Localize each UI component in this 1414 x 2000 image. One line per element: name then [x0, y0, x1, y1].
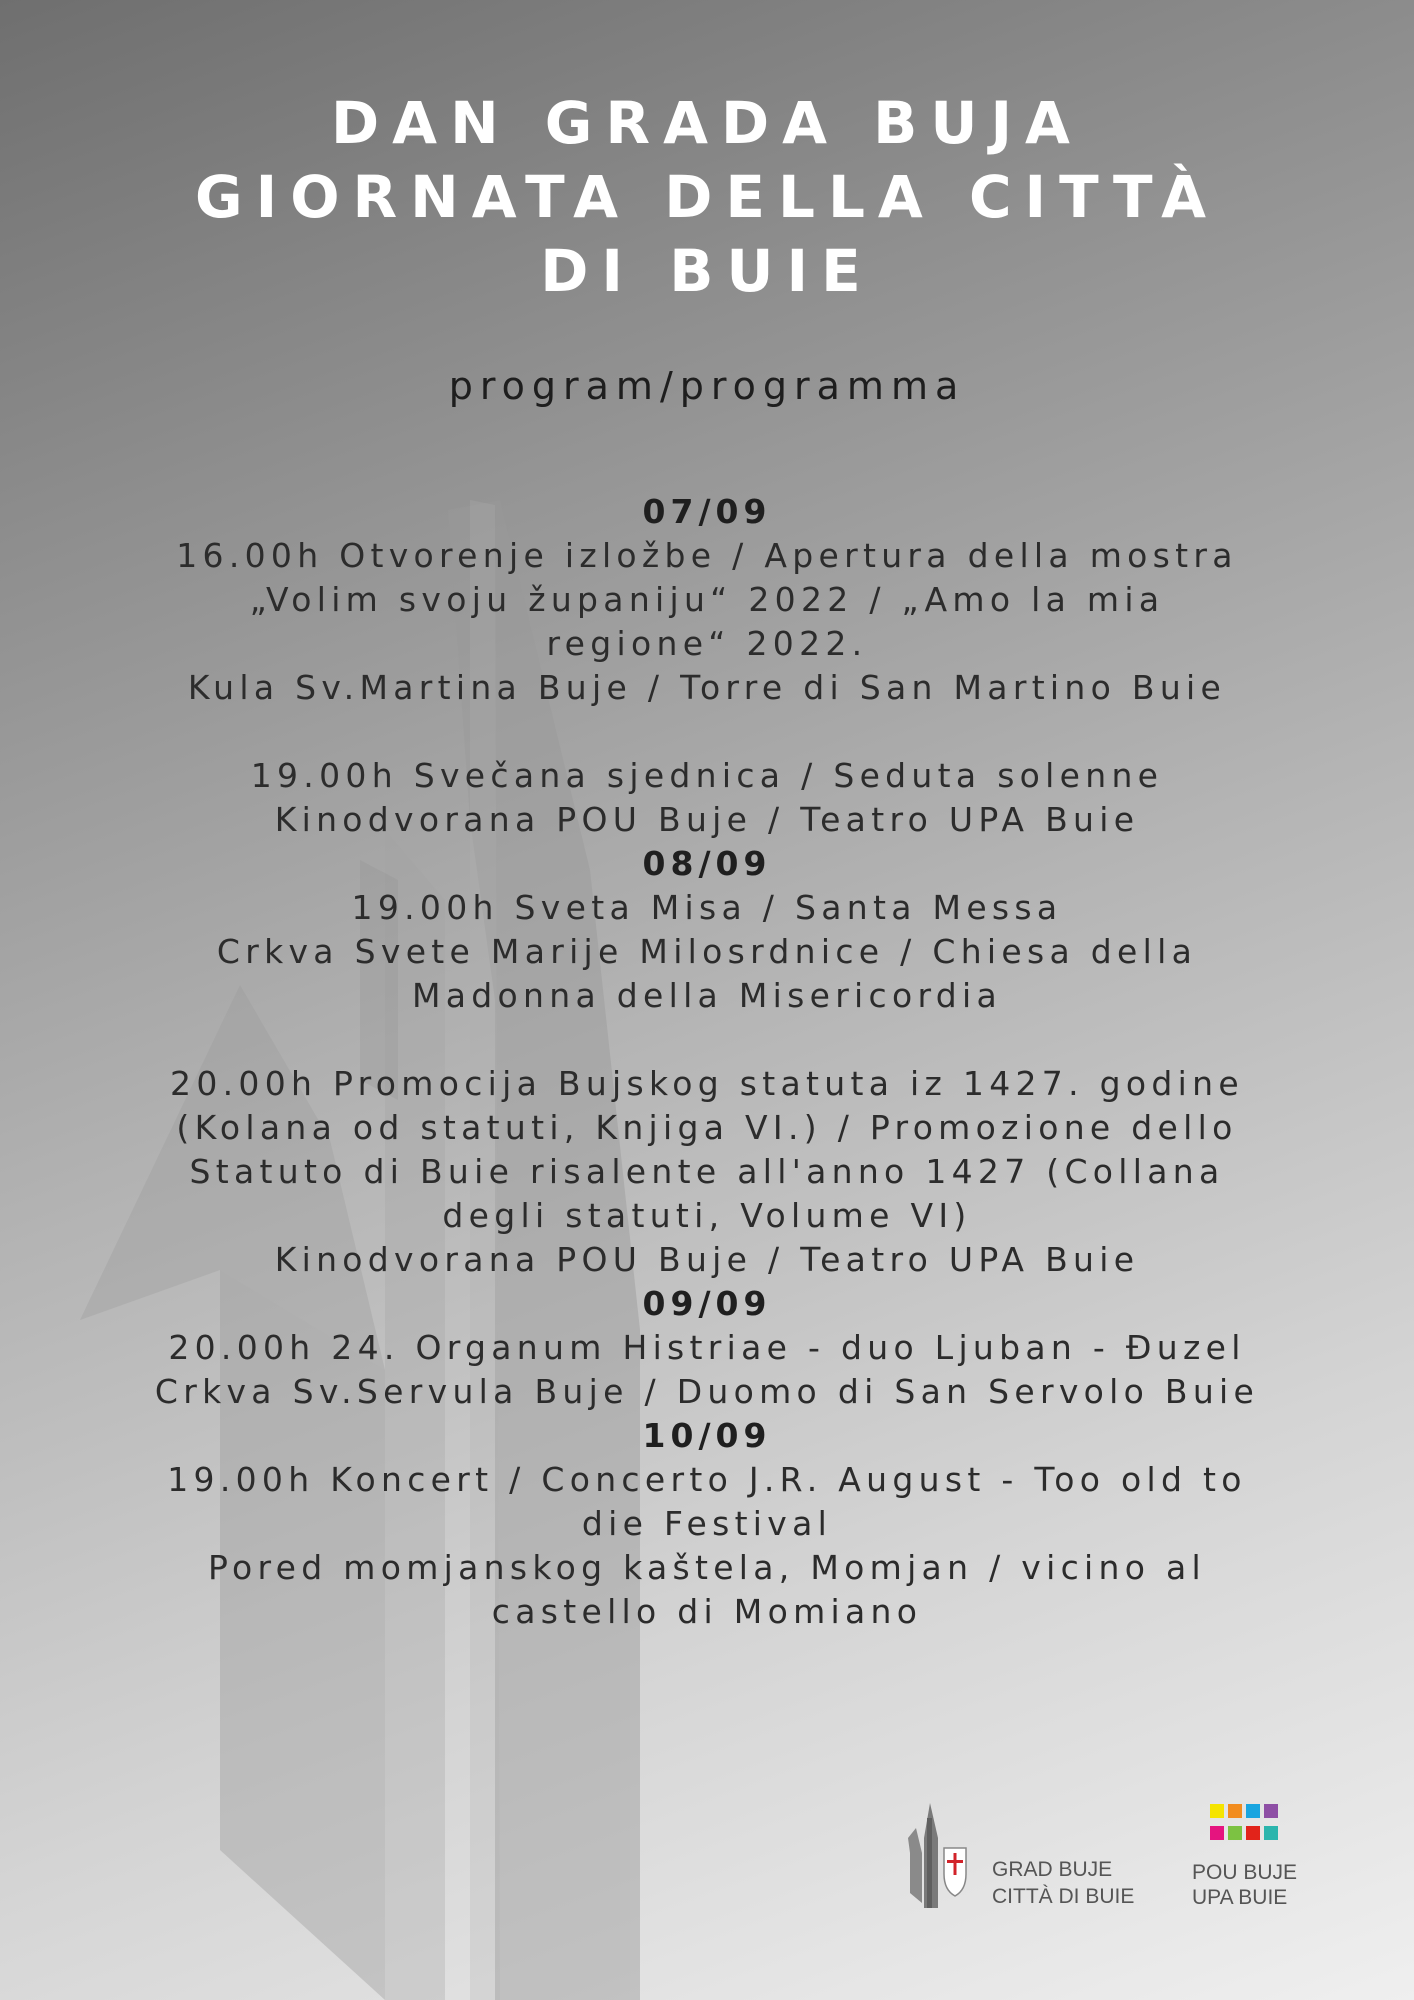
program-event [80, 1326, 1334, 1414]
grad-buje-line-2: CITTÀ DI BUIE [992, 1885, 1135, 1908]
program-event [80, 886, 1334, 1018]
event-line: Pored momjanskog kaštela, Momjan / vicino al [207, 1548, 1206, 1587]
grad-buje-line-1: GRAD BUJE [992, 1858, 1113, 1881]
event-line: „Volim svoju županiju“ 2022 / „Amo la mia [249, 580, 1165, 619]
event-line: 20.00h Promocija Bujskog statuta iz 1427. godine [170, 1064, 1244, 1103]
program-event [80, 534, 1334, 710]
title-line-1: DAN GRADA BUJA [331, 89, 1083, 157]
event-title [0, 86, 1414, 308]
grad-buje-label [992, 1856, 1134, 1910]
program-day [80, 842, 1334, 1282]
pou-logo-square [1246, 1826, 1260, 1840]
program-day [80, 1414, 1334, 1634]
event-line: 20.00h 24. Organum Histriae - duo Ljuban - Đuzel [168, 1328, 1246, 1367]
day-date: 09/09 [642, 1284, 772, 1323]
event-line: Crkva Sv.Servula Buje / Duomo di San Servolo Buie [154, 1372, 1260, 1411]
program-event [80, 1458, 1334, 1634]
program-event [80, 1062, 1334, 1282]
event-line: Kula Sv.Martina Buje / Torre di San Martino Buie [187, 668, 1227, 707]
event-line: 19.00h Koncert / Concerto J.R. August - Too old to [167, 1460, 1247, 1499]
event-line: 19.00h Sveta Misa / Santa Messa [351, 888, 1063, 927]
event-line: die Festival [581, 1504, 833, 1543]
event-line: Kinodvorana POU Buje / Teatro UPA Buie [274, 1240, 1140, 1279]
day-date: 10/09 [642, 1416, 772, 1455]
program-subtitle: program/programma [448, 364, 966, 408]
pou-logo-square [1228, 1826, 1242, 1840]
sponsor-logos [900, 1798, 1320, 1918]
pou-logo-square [1246, 1804, 1260, 1818]
event-line: degli statuti, Volume VI) [442, 1196, 972, 1235]
day-date: 07/09 [642, 492, 772, 531]
pou-logo-square [1228, 1804, 1242, 1818]
pou-logo-square [1210, 1826, 1224, 1840]
program-day [80, 1282, 1334, 1414]
event-line: Statuto di Buie risalente all'anno 1427 (Collana [189, 1152, 1225, 1191]
event-line: Madonna della Misericordia [411, 976, 1002, 1015]
event-line: castello di Momiano [491, 1592, 923, 1631]
day-date: 08/09 [642, 844, 772, 883]
event-line: (Kolana od statuti, Knjiga VI.) / Promozione dello [176, 1108, 1238, 1147]
event-line: Crkva Svete Marije Milosrdnice / Chiesa della [216, 932, 1198, 971]
title-line-3: DI BUIE [540, 237, 874, 305]
pou-buje-logo-icon [1210, 1804, 1282, 1848]
pou-buje-line-1: POU BUJE [1192, 1861, 1298, 1884]
event-line: 19.00h Svečana sjednica / Seduta solenne [250, 756, 1164, 795]
title-line-2: GIORNATA DELLA CITTÀ [195, 163, 1219, 231]
pou-buje-line-2: UPA BUIE [1192, 1886, 1288, 1909]
pou-logo-square [1210, 1804, 1224, 1818]
program-day [80, 490, 1334, 842]
program-event [80, 754, 1334, 842]
pou-logo-square [1264, 1826, 1278, 1840]
grad-buje-logo-icon [900, 1798, 970, 1913]
pou-logo-square [1264, 1804, 1278, 1818]
event-line: regione“ 2022. [546, 624, 868, 663]
event-line: 16.00h Otvorenje izložbe / Apertura della mostra [176, 536, 1238, 575]
pou-buje-label [1192, 1860, 1297, 1910]
program-list [80, 490, 1334, 1634]
event-line: Kinodvorana POU Buje / Teatro UPA Buie [274, 800, 1140, 839]
